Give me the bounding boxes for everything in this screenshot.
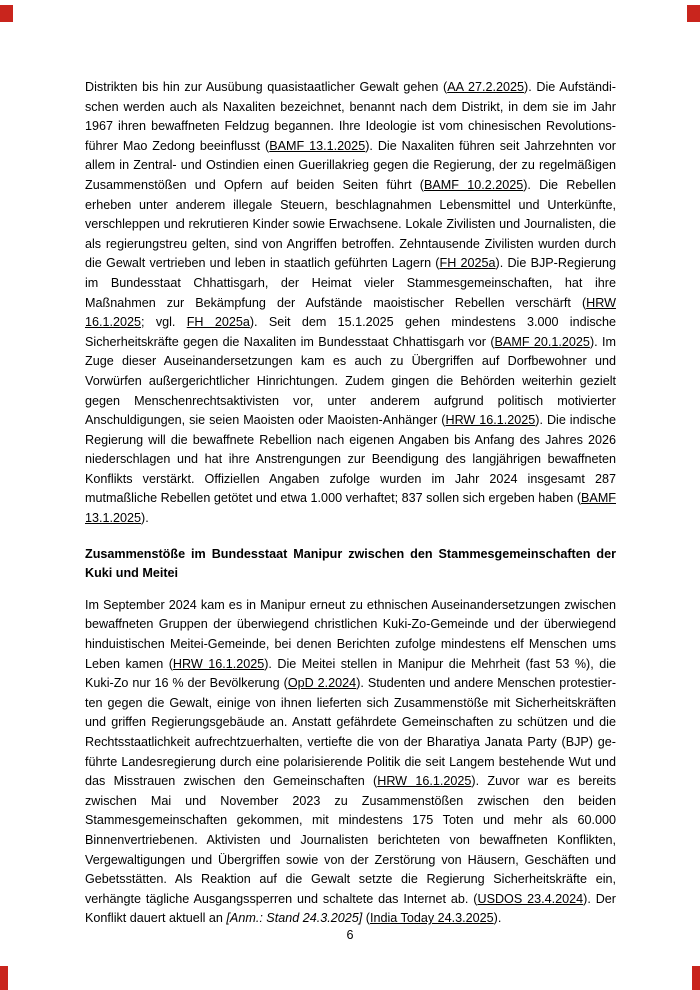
citation-link[interactable]: HRW 16.1.2025 xyxy=(172,656,265,671)
page-content xyxy=(85,78,616,929)
text-segment: Distrikten bis hin zur Ausübung quasistaatlicher Gewalt gehen ( xyxy=(85,80,448,94)
text-segment: ). Der Konflikt dauert aktuell an xyxy=(85,891,617,926)
citation-link[interactable]: BAMF 20.1.2025 xyxy=(494,334,590,349)
red-corner-mark-bottom-right xyxy=(692,966,700,990)
text-segment: [Anm.: Stand 24.3.2025] xyxy=(226,911,363,926)
text-segment: Im September 2024 kam es in Manipur erneut zu ethnischen Auseinandersetzungen zwischen bewaffneten Gruppen der überwiegend christlichen Kuki-Zo-Gemeinde und der überwiegend hinduistischen Meitei-Gemeinde, bei denen Berichten zufolge mindestens elf Menschen ums Leben kamen ( xyxy=(85,597,616,671)
citation-link[interactable]: BAMF 10.2.2025 xyxy=(424,177,524,192)
text-segment: ). Die indische Regierung will die bewaffnete Rebellion nach eigenen Angaben bis Anfang des Jahres 2026 niederschlagen und hat ihre Anstrengungen zur Beendigung des langjährigen bewaffneten Konflikts verstärkt. Offiziellen Angaben zufolge wurden im Jahr 2024 insgesamt 287 mutmaßliche Rebellen getötet und etwa 1.000 verhaftet; 837 sollen sich ergeben haben ( xyxy=(85,413,616,506)
section-heading: Zusammenstöße im Bundesstaat Manipur zwischen den Stammesgemeinschaften der Kuki und Meitei xyxy=(85,546,616,581)
paragraph-manipur xyxy=(85,596,616,929)
text-segment: ). Die Aufständischen werden auch als Naxaliten bezeichnet, benannt nach dem Distrikt, in dem sie im Jahr 1967 ihren bewaffneten Feldzug begannen. Ihre Ideologie ist vom chinesischen Revolutionsführer Mao Zedong beeinflusst ( xyxy=(85,80,616,153)
text-segment: ). Die Rebellen erheben unter anderem illegale Steuern, beschlagnahmen Lebensmittel und Unterkünfte, verschleppen und rekrutieren Kinder sowie Erwachsene. Lokale Zivilisten und Journalisten, die als regierungstreu gelten, sind von Angriffen betroffen. Zehntausende Zivilisten wurden durch die Gewalt vertrieben und leben in staatlich geführten Lagern ( xyxy=(85,177,616,271)
citation-link[interactable]: OpD 2.2024 xyxy=(287,676,357,691)
text-segment: ). Seit dem 15.1.2025 gehen mindestens 3.000 indische Sicherheitskräfte gegen die Naxaliten im Bundesstaat Chhattisgarh vor ( xyxy=(85,315,616,349)
citation-link[interactable]: HRW 16.1.2025 xyxy=(445,413,536,428)
citation-link[interactable]: FH 2025a xyxy=(186,315,250,330)
citation-link[interactable]: BAMF 13.1.2025 xyxy=(85,491,616,526)
text-segment: ). Zuvor war es bereits zwischen Mai und November 2023 zu Zusammenstößen zwischen den beiden Stammesgemeinschaften gekommen, mit mindestens 175 Toten und mehr als 60.000 Binnenvertriebenen. Aktivisten und Journalisten berichteten von bewaffneten Konflikten, Vergewaltigungen und Übergriffen sowie von der Zerstörung von Häusern, Geschäften und Gebetsstätten. Als Reaktion auf die Gewalt setzte die Regierung Sicherheitskräfte ein, verhängte tägliche Ausgangssperren und schaltete das Internet ab. ( xyxy=(85,774,616,906)
text-segment: ). Im Zuge dieser Auseinandersetzungen kam es auch zu Übergriffen auf Dorfbewohner und Vorwürfen außergerichtlicher Hinrichtungen. Zudem gingen die Behörden weiterhin gezielt gegen Menschenrechtsaktivisten vor, unter anderem aufgrund politisch motivierter Anschuldigungen, sie seien Maoisten oder Maoisten-Anhänger ( xyxy=(85,334,616,428)
citation-link[interactable]: FH 2025a xyxy=(439,256,496,271)
red-corner-mark-top-right xyxy=(687,5,700,22)
text-segment: ; vgl. xyxy=(141,315,187,330)
citation-link[interactable]: HRW 16.1.2025 xyxy=(85,295,616,330)
text-segment: ). Die BJP-Regierung im Bundesstaat Chhattisgarh, der Heimat vieler Stammesgemeinschaften, hat ihre Maßnahmen zur Bekämpfung der Aufstände maoistischer Rebellen verschärft ( xyxy=(85,256,616,310)
text-segment: ( xyxy=(362,911,370,926)
red-corner-mark-bottom-left xyxy=(0,966,8,990)
red-corner-mark-top-left xyxy=(0,5,13,22)
text-segment: ). Studenten und andere Menschen protestierten gegen die Gewalt, einige von ihnen lieferten sich Zusammenstöße mit Sicherheitskräften und griffen Regierungsgebäude an. Anstatt gefährdete Gemeinschaften zu schützen und die Rechtsstaatlichkeit aufrechtzuerhalten, vertiefte die von der Bharatiya Janata Party (BJP) geführte Landesregierung durch eine polarisierende Politik die seit Langem bestehende Wut und das Misstrauen zwischen den Gemeinschaften ( xyxy=(85,676,617,789)
text-segment: ). Die Naxaliten führen seit Jahrzehnten vor allem in Zentral- und Ostindien einen Guerillakrieg gegen die Regierung, der zu regelmäßigen Zusammenstößen und Opfern auf beiden Seiten führt ( xyxy=(85,138,617,192)
text-segment: ). xyxy=(493,911,502,926)
citation-link[interactable]: India Today 24.3.2025 xyxy=(369,911,494,926)
citation-link[interactable]: USDOS 23.4.2024 xyxy=(477,891,584,906)
page-number: 6 xyxy=(346,928,354,942)
text-segment: ). xyxy=(141,511,149,526)
citation-link[interactable]: AA 27.2.2025 xyxy=(447,80,525,94)
citation-link[interactable]: HRW 16.1.2025 xyxy=(377,774,472,789)
text-segment: ). Die Meitei stellen in Manipur die Mehrheit (fast 53 %), die Kuki-Zo nur 16 % der Bevölkerung ( xyxy=(85,656,616,691)
paragraph-naxalites xyxy=(85,78,616,529)
citation-link[interactable]: BAMF 13.1.2025 xyxy=(269,138,366,153)
